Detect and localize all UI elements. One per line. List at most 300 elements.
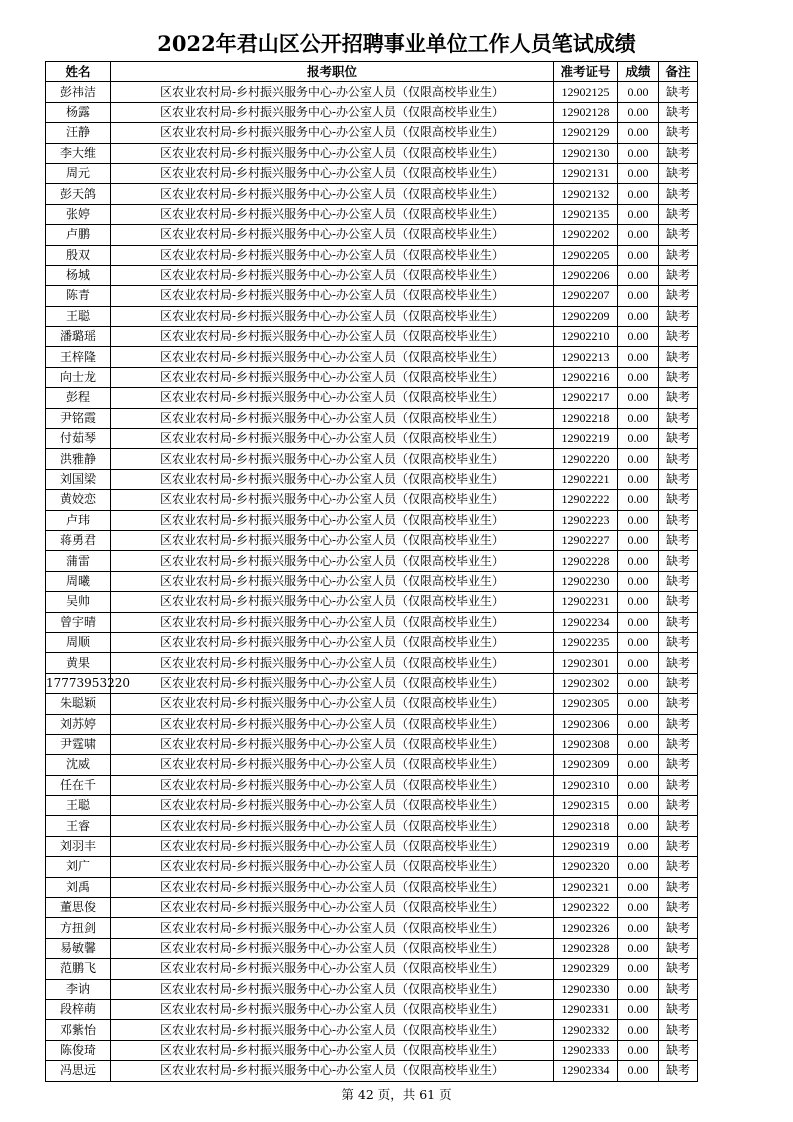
cell-score: 0.00 (618, 123, 659, 143)
cell-name: 朱聪颖 (46, 694, 111, 714)
table-row (46, 1061, 698, 1081)
cell-ticket: 12902320 (554, 857, 618, 877)
cell-note: 缺考 (659, 530, 698, 550)
cell-ticket: 12902131 (554, 163, 618, 183)
table-row (46, 612, 698, 632)
table-row (46, 143, 698, 163)
cell-name: 王睿 (46, 816, 111, 836)
cell-note: 缺考 (659, 571, 698, 591)
cell-ticket: 12902329 (554, 959, 618, 979)
cell-ticket: 12902315 (554, 796, 618, 816)
cell-position: 区农业农村局-乡村振兴服务中心-办公室人员（仅限高校毕业生） (111, 82, 554, 102)
cell-name: 尹铭霞 (46, 408, 111, 428)
cell-name: 黄果 (46, 653, 111, 673)
table-row (46, 938, 698, 958)
table-row (46, 449, 698, 469)
cell-ticket: 12902302 (554, 673, 618, 693)
cell-name: 蒲雷 (46, 551, 111, 571)
cell-position: 区农业农村局-乡村振兴服务中心-办公室人员（仅限高校毕业生） (111, 653, 554, 673)
cell-note: 缺考 (659, 408, 698, 428)
cell-position: 区农业农村局-乡村振兴服务中心-办公室人员（仅限高校毕业生） (111, 143, 554, 163)
cell-score: 0.00 (618, 530, 659, 550)
cell-position: 区农业农村局-乡村振兴服务中心-办公室人员（仅限高校毕业生） (111, 469, 554, 489)
table-row (46, 714, 698, 734)
cell-position: 区农业农村局-乡村振兴服务中心-办公室人员（仅限高校毕业生） (111, 429, 554, 449)
cell-ticket: 12902210 (554, 327, 618, 347)
cell-note: 缺考 (659, 796, 698, 816)
table-row (46, 429, 698, 449)
cell-note: 缺考 (659, 734, 698, 754)
cell-note: 缺考 (659, 82, 698, 102)
table-row (46, 551, 698, 571)
cell-score: 0.00 (618, 102, 659, 122)
cell-name: 周顺 (46, 632, 111, 652)
cell-note: 缺考 (659, 653, 698, 673)
cell-score: 0.00 (618, 714, 659, 734)
cell-position: 区农业农村局-乡村振兴服务中心-办公室人员（仅限高校毕业生） (111, 286, 554, 306)
cell-name: 刘禹 (46, 877, 111, 897)
cell-score: 0.00 (618, 510, 659, 530)
cell-position: 区农业农村局-乡村振兴服务中心-办公室人员（仅限高校毕业生） (111, 367, 554, 387)
cell-score: 0.00 (618, 877, 659, 897)
table-row (46, 265, 698, 285)
cell-name: 蒋勇君 (46, 530, 111, 550)
cell-name: 彭程 (46, 388, 111, 408)
cell-score: 0.00 (618, 327, 659, 347)
cell-score: 0.00 (618, 388, 659, 408)
cell-note: 缺考 (659, 102, 698, 122)
cell-name: 段梓萌 (46, 999, 111, 1019)
table-row (46, 388, 698, 408)
table-row (46, 184, 698, 204)
cell-name: 黄姣恋 (46, 490, 111, 510)
cell-ticket: 12902213 (554, 347, 618, 367)
cell-position: 区农业农村局-乡村振兴服务中心-办公室人员（仅限高校毕业生） (111, 755, 554, 775)
cell-ticket: 12902223 (554, 510, 618, 530)
cell-name: 汪静 (46, 123, 111, 143)
table-row (46, 775, 698, 795)
table-row (46, 673, 698, 693)
cell-name: 任在千 (46, 775, 111, 795)
cell-note: 缺考 (659, 449, 698, 469)
cell-score: 0.00 (618, 245, 659, 265)
cell-position: 区农业农村局-乡村振兴服务中心-办公室人员（仅限高校毕业生） (111, 530, 554, 550)
cell-ticket: 12902130 (554, 143, 618, 163)
table-row (46, 796, 698, 816)
table-row (46, 123, 698, 143)
cell-ticket: 12902306 (554, 714, 618, 734)
cell-name: 方扭剑 (46, 918, 111, 938)
table-row (46, 510, 698, 530)
table-row (46, 347, 698, 367)
cell-position: 区农业农村局-乡村振兴服务中心-办公室人员（仅限高校毕业生） (111, 571, 554, 591)
cell-note: 缺考 (659, 184, 698, 204)
cell-ticket: 12902308 (554, 734, 618, 754)
cell-note: 缺考 (659, 490, 698, 510)
cell-note: 缺考 (659, 327, 698, 347)
table-row (46, 204, 698, 224)
cell-name: 彭天鸽 (46, 184, 111, 204)
cell-ticket: 12902301 (554, 653, 618, 673)
cell-note: 缺考 (659, 592, 698, 612)
cell-ticket: 12902128 (554, 102, 618, 122)
cell-name: 向士龙 (46, 367, 111, 387)
cell-score: 0.00 (618, 163, 659, 183)
cell-ticket: 12902132 (554, 184, 618, 204)
cell-score: 0.00 (618, 836, 659, 856)
cell-note: 缺考 (659, 979, 698, 999)
cell-note: 缺考 (659, 469, 698, 489)
cell-score: 0.00 (618, 816, 659, 836)
cell-ticket: 12902207 (554, 286, 618, 306)
table-row (46, 836, 698, 856)
cell-name: 冯思远 (46, 1061, 111, 1081)
cell-note: 缺考 (659, 245, 698, 265)
cell-position: 区农业农村局-乡村振兴服务中心-办公室人员（仅限高校毕业生） (111, 673, 554, 693)
header-name: 姓名 (46, 62, 111, 82)
cell-name: 彭祎洁 (46, 82, 111, 102)
cell-position: 区农业农村局-乡村振兴服务中心-办公室人员（仅限高校毕业生） (111, 306, 554, 326)
cell-name: 尹霆啸 (46, 734, 111, 754)
table-row (46, 959, 698, 979)
page-footer: 第 42 页，共 61 页 (341, 1087, 452, 1102)
cell-note: 缺考 (659, 429, 698, 449)
cell-note: 缺考 (659, 612, 698, 632)
table-row (46, 653, 698, 673)
cell-ticket: 12902219 (554, 429, 618, 449)
cell-position: 区农业农村局-乡村振兴服务中心-办公室人员（仅限高校毕业生） (111, 510, 554, 530)
cell-ticket: 12902129 (554, 123, 618, 143)
cell-position: 区农业农村局-乡村振兴服务中心-办公室人员（仅限高校毕业生） (111, 1040, 554, 1060)
cell-ticket: 12902218 (554, 408, 618, 428)
cell-score: 0.00 (618, 612, 659, 632)
cell-score: 0.00 (618, 1040, 659, 1060)
cell-note: 缺考 (659, 877, 698, 897)
cell-position: 区农业农村局-乡村振兴服务中心-办公室人员（仅限高校毕业生） (111, 245, 554, 265)
header-ticket: 准考证号 (554, 62, 618, 82)
cell-ticket: 12902319 (554, 836, 618, 856)
cell-position: 区农业农村局-乡村振兴服务中心-办公室人员（仅限高校毕业生） (111, 1020, 554, 1040)
table-row (46, 632, 698, 652)
cell-position: 区农业农村局-乡村振兴服务中心-办公室人员（仅限高校毕业生） (111, 592, 554, 612)
cell-score: 0.00 (618, 204, 659, 224)
cell-position: 区农业农村局-乡村振兴服务中心-办公室人员（仅限高校毕业生） (111, 490, 554, 510)
cell-position: 区农业农村局-乡村振兴服务中心-办公室人员（仅限高校毕业生） (111, 775, 554, 795)
cell-score: 0.00 (618, 592, 659, 612)
cell-position: 区农业农村局-乡村振兴服务中心-办公室人员（仅限高校毕业生） (111, 796, 554, 816)
cell-name: 周曦 (46, 571, 111, 591)
cell-score: 0.00 (618, 694, 659, 714)
cell-name: 陈俊琦 (46, 1040, 111, 1060)
table-row (46, 979, 698, 999)
cell-score: 0.00 (618, 796, 659, 816)
cell-score: 0.00 (618, 82, 659, 102)
header-row (46, 62, 698, 82)
cell-position: 区农业农村局-乡村振兴服务中心-办公室人员（仅限高校毕业生） (111, 408, 554, 428)
cell-ticket: 12902125 (554, 82, 618, 102)
cell-position: 区农业农村局-乡村振兴服务中心-办公室人员（仅限高校毕业生） (111, 1061, 554, 1081)
cell-name: 杨露 (46, 102, 111, 122)
cell-name: 张婷 (46, 204, 111, 224)
cell-score: 0.00 (618, 857, 659, 877)
table-row (46, 877, 698, 897)
cell-ticket: 12902231 (554, 592, 618, 612)
cell-score: 0.00 (618, 286, 659, 306)
cell-name: 洪雅静 (46, 449, 111, 469)
cell-name: 刘苏婷 (46, 714, 111, 734)
cell-score: 0.00 (618, 673, 659, 693)
table-row (46, 1020, 698, 1040)
cell-position: 区农业农村局-乡村振兴服务中心-办公室人员（仅限高校毕业生） (111, 857, 554, 877)
cell-score: 0.00 (618, 184, 659, 204)
cell-ticket: 12902135 (554, 204, 618, 224)
cell-note: 缺考 (659, 694, 698, 714)
cell-name: 潘璐瑶 (46, 327, 111, 347)
cell-score: 0.00 (618, 734, 659, 754)
cell-position: 区农业农村局-乡村振兴服务中心-办公室人员（仅限高校毕业生） (111, 388, 554, 408)
cell-name: 刘羽丰 (46, 836, 111, 856)
table-row (46, 571, 698, 591)
table-row (46, 592, 698, 612)
cell-ticket: 12902322 (554, 898, 618, 918)
cell-ticket: 12902234 (554, 612, 618, 632)
cell-ticket: 12902334 (554, 1061, 618, 1081)
cell-score: 0.00 (618, 469, 659, 489)
cell-score: 0.00 (618, 632, 659, 652)
cell-note: 缺考 (659, 632, 698, 652)
cell-ticket: 12902331 (554, 999, 618, 1019)
cell-ticket: 12902321 (554, 877, 618, 897)
cell-score: 0.00 (618, 367, 659, 387)
cell-note: 缺考 (659, 306, 698, 326)
table-row (46, 999, 698, 1019)
cell-position: 区农业农村局-乡村振兴服务中心-办公室人员（仅限高校毕业生） (111, 225, 554, 245)
cell-score: 0.00 (618, 429, 659, 449)
cell-ticket: 12902205 (554, 245, 618, 265)
table-body (46, 82, 698, 1081)
cell-name: 董思俊 (46, 898, 111, 918)
cell-position: 区农业农村局-乡村振兴服务中心-办公室人员（仅限高校毕业生） (111, 959, 554, 979)
cell-position: 区农业农村局-乡村振兴服务中心-办公室人员（仅限高校毕业生） (111, 999, 554, 1019)
cell-position: 区农业农村局-乡村振兴服务中心-办公室人员（仅限高校毕业生） (111, 265, 554, 285)
cell-ticket: 12902235 (554, 632, 618, 652)
cell-position: 区农业农村局-乡村振兴服务中心-办公室人员（仅限高校毕业生） (111, 734, 554, 754)
cell-name: 吴帅 (46, 592, 111, 612)
cell-note: 缺考 (659, 755, 698, 775)
cell-position: 区农业农村局-乡村振兴服务中心-办公室人员（仅限高校毕业生） (111, 632, 554, 652)
cell-name: 李大维 (46, 143, 111, 163)
cell-score: 0.00 (618, 571, 659, 591)
cell-name: 李讷 (46, 979, 111, 999)
cell-name: 付茹琴 (46, 429, 111, 449)
cell-ticket: 12902227 (554, 530, 618, 550)
table-row (46, 286, 698, 306)
cell-note: 缺考 (659, 836, 698, 856)
cell-name: 周元 (46, 163, 111, 183)
cell-position: 区农业农村局-乡村振兴服务中心-办公室人员（仅限高校毕业生） (111, 836, 554, 856)
table-row (46, 408, 698, 428)
table-row (46, 469, 698, 489)
cell-position: 区农业农村局-乡村振兴服务中心-办公室人员（仅限高校毕业生） (111, 347, 554, 367)
cell-note: 缺考 (659, 1040, 698, 1060)
header-note: 备注 (659, 62, 698, 82)
cell-score: 0.00 (618, 918, 659, 938)
cell-position: 区农业农村局-乡村振兴服务中心-办公室人员（仅限高校毕业生） (111, 938, 554, 958)
cell-note: 缺考 (659, 204, 698, 224)
table-row (46, 367, 698, 387)
cell-ticket: 12902330 (554, 979, 618, 999)
cell-position: 区农业农村局-乡村振兴服务中心-办公室人员（仅限高校毕业生） (111, 184, 554, 204)
cell-note: 缺考 (659, 938, 698, 958)
cell-note: 缺考 (659, 959, 698, 979)
table-row (46, 490, 698, 510)
cell-ticket: 12902228 (554, 551, 618, 571)
cell-name: 邓紫怡 (46, 1020, 111, 1040)
cell-score: 0.00 (618, 225, 659, 245)
cell-note: 缺考 (659, 551, 698, 571)
cell-ticket: 12902333 (554, 1040, 618, 1060)
table-row (46, 734, 698, 754)
cell-name: 范鹏飞 (46, 959, 111, 979)
cell-score: 0.00 (618, 653, 659, 673)
cell-ticket: 12902309 (554, 755, 618, 775)
table-row (46, 327, 698, 347)
cell-score: 0.00 (618, 959, 659, 979)
cell-position: 区农业农村局-乡村振兴服务中心-办公室人员（仅限高校毕业生） (111, 204, 554, 224)
cell-ticket: 12902332 (554, 1020, 618, 1040)
table-row (46, 306, 698, 326)
cell-score: 0.00 (618, 347, 659, 367)
cell-note: 缺考 (659, 286, 698, 306)
cell-ticket: 12902310 (554, 775, 618, 795)
cell-name: 王梓隆 (46, 347, 111, 367)
cell-position: 区农业农村局-乡村振兴服务中心-办公室人员（仅限高校毕业生） (111, 694, 554, 714)
cell-name: 曾宇晴 (46, 612, 111, 632)
cell-ticket: 12902318 (554, 816, 618, 836)
cell-score: 0.00 (618, 775, 659, 795)
cell-note: 缺考 (659, 816, 698, 836)
cell-score: 0.00 (618, 755, 659, 775)
cell-note: 缺考 (659, 225, 698, 245)
cell-position: 区农业农村局-乡村振兴服务中心-办公室人员（仅限高校毕业生） (111, 918, 554, 938)
cell-position: 区农业农村局-乡村振兴服务中心-办公室人员（仅限高校毕业生） (111, 449, 554, 469)
cell-ticket: 12902222 (554, 490, 618, 510)
table-row (46, 163, 698, 183)
page-title: 2022年君山区公开招聘事业单位工作人员笔试成绩 (157, 31, 636, 56)
table-row (46, 918, 698, 938)
cell-note: 缺考 (659, 1020, 698, 1040)
cell-ticket: 12902209 (554, 306, 618, 326)
cell-ticket: 12902221 (554, 469, 618, 489)
cell-ticket: 12902216 (554, 367, 618, 387)
cell-note: 缺考 (659, 163, 698, 183)
cell-note: 缺考 (659, 123, 698, 143)
table-row (46, 857, 698, 877)
table-row (46, 755, 698, 775)
header-position: 报考职位 (111, 62, 554, 82)
cell-name: 易敏馨 (46, 938, 111, 958)
cell-score: 0.00 (618, 938, 659, 958)
cell-score: 0.00 (618, 306, 659, 326)
cell-note: 缺考 (659, 918, 698, 938)
table-row (46, 245, 698, 265)
scores-table (45, 61, 698, 1082)
table-row (46, 898, 698, 918)
cell-name: 卢玮 (46, 510, 111, 530)
table-row (46, 225, 698, 245)
cell-score: 0.00 (618, 143, 659, 163)
cell-name: 陈青 (46, 286, 111, 306)
cell-note: 缺考 (659, 999, 698, 1019)
cell-note: 缺考 (659, 388, 698, 408)
cell-note: 缺考 (659, 673, 698, 693)
cell-position: 区农业农村局-乡村振兴服务中心-办公室人员（仅限高校毕业生） (111, 102, 554, 122)
cell-position: 区农业农村局-乡村振兴服务中心-办公室人员（仅限高校毕业生） (111, 714, 554, 734)
cell-score: 0.00 (618, 551, 659, 571)
cell-ticket: 12902206 (554, 265, 618, 285)
cell-ticket: 12902328 (554, 938, 618, 958)
cell-note: 缺考 (659, 775, 698, 795)
cell-note: 缺考 (659, 367, 698, 387)
cell-score: 0.00 (618, 898, 659, 918)
cell-ticket: 12902326 (554, 918, 618, 938)
cell-position: 区农业农村局-乡村振兴服务中心-办公室人员（仅限高校毕业生） (111, 163, 554, 183)
cell-name: 殷双 (46, 245, 111, 265)
cell-note: 缺考 (659, 143, 698, 163)
cell-position: 区农业农村局-乡村振兴服务中心-办公室人员（仅限高校毕业生） (111, 816, 554, 836)
table-row (46, 530, 698, 550)
cell-score: 0.00 (618, 265, 659, 285)
cell-note: 缺考 (659, 510, 698, 530)
cell-note: 缺考 (659, 857, 698, 877)
cell-position: 区农业农村局-乡村振兴服务中心-办公室人员（仅限高校毕业生） (111, 877, 554, 897)
cell-name: 刘国梁 (46, 469, 111, 489)
cell-name: 杨城 (46, 265, 111, 285)
cell-score: 0.00 (618, 490, 659, 510)
table-row (46, 102, 698, 122)
cell-ticket: 12902217 (554, 388, 618, 408)
cell-note: 缺考 (659, 347, 698, 367)
table-row (46, 82, 698, 102)
cell-ticket: 12902202 (554, 225, 618, 245)
cell-name: 王聪 (46, 306, 111, 326)
cell-position: 区农业农村局-乡村振兴服务中心-办公室人员（仅限高校毕业生） (111, 551, 554, 571)
cell-position: 区农业农村局-乡村振兴服务中心-办公室人员（仅限高校毕业生） (111, 979, 554, 999)
cell-note: 缺考 (659, 1061, 698, 1081)
table-row (46, 816, 698, 836)
table-row (46, 1040, 698, 1060)
cell-score: 0.00 (618, 1020, 659, 1040)
cell-score: 0.00 (618, 999, 659, 1019)
cell-note: 缺考 (659, 265, 698, 285)
cell-note: 缺考 (659, 714, 698, 734)
cell-score: 0.00 (618, 1061, 659, 1081)
cell-name: 沈威 (46, 755, 111, 775)
cell-score: 0.00 (618, 979, 659, 999)
header-score: 成绩 (618, 62, 659, 82)
cell-name: 王聪 (46, 796, 111, 816)
cell-score: 0.00 (618, 449, 659, 469)
table-row (46, 694, 698, 714)
cell-name: 17773953220 (46, 673, 111, 693)
cell-position: 区农业农村局-乡村振兴服务中心-办公室人员（仅限高校毕业生） (111, 327, 554, 347)
cell-note: 缺考 (659, 898, 698, 918)
table-header (46, 62, 698, 82)
cell-name: 卢鹏 (46, 225, 111, 245)
cell-position: 区农业农村局-乡村振兴服务中心-办公室人员（仅限高校毕业生） (111, 123, 554, 143)
cell-position: 区农业农村局-乡村振兴服务中心-办公室人员（仅限高校毕业生） (111, 898, 554, 918)
cell-position: 区农业农村局-乡村振兴服务中心-办公室人员（仅限高校毕业生） (111, 612, 554, 632)
